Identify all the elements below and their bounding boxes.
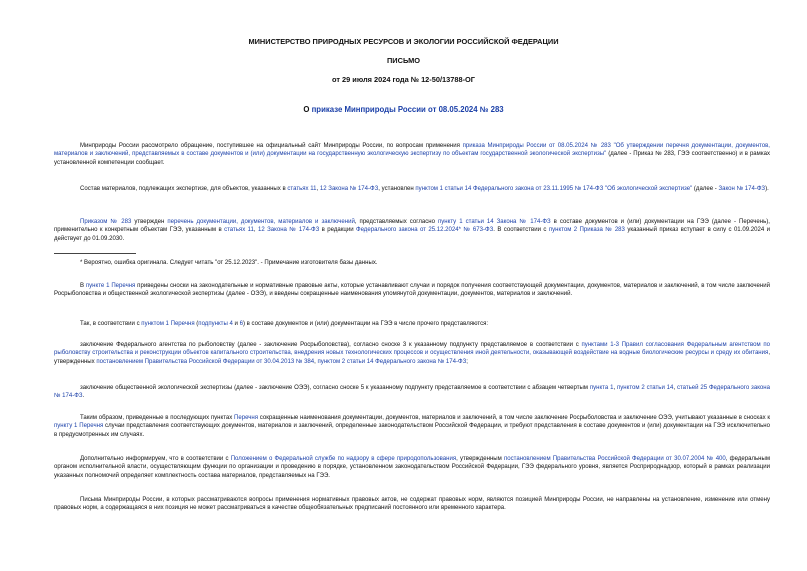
- p6-text-2: , утвержденных: [54, 350, 770, 365]
- paragraph-5: [54, 320, 770, 328]
- paragraph-2: [54, 185, 770, 193]
- p5-text-2: (: [194, 321, 199, 327]
- document-type: ПИСЬМО: [387, 56, 420, 65]
- paragraph-9: [54, 455, 770, 480]
- p9-link-regulation[interactable]: Положением о Федеральной службе по надзору в сфере природопользования: [230, 456, 457, 462]
- p3-text-4: ,: [253, 227, 258, 234]
- p10-text-1: Письма Минприроды России, в которых рассматриваются вопросы применения нормативных правовых актов, не содержат правовых норм, являются позицией Минприроды России, не направлены на установление, изменение или отмену правовых норм, а содержащаяся в них позиция не может рассматриваться в качестве общеобязательных предписаний постоянного или временного характера.: [54, 497, 770, 512]
- p9-link-resolution400[interactable]: постановлением Правительства Российской Федерации от 30.07.2004 № 400: [503, 456, 726, 462]
- p4-link-point1[interactable]: пункте 1 Перечня: [85, 283, 136, 289]
- footnote: * Вероятно, ошибка оригинала. Следует читать "от 25.12.2023". - Примечание изготовителя базы данных.: [80, 260, 378, 266]
- p3-link-list[interactable]: перечень документации, документов, материалов и заключений: [167, 219, 355, 225]
- p6-link-rules[interactable]: пунктами 1-3 Правил согласования Федеральным агентством по рыболовству строительства и реконструкции объектов капитального строительства, внедрения новых технологических процессов и осуществления иной деятельности, оказывающей воздействие на водные биологические ресурсы и среду их обитания: [54, 342, 771, 357]
- p7-text-3: ,: [673, 385, 677, 391]
- p2-link-law[interactable]: Закон № 174-ФЗ: [718, 186, 766, 192]
- footnote-divider: [54, 253, 136, 254]
- p3-link-order[interactable]: Приказом № 283: [80, 219, 132, 225]
- p5-text-3: и: [232, 321, 240, 327]
- p9-text-1: Дополнительно информируем, что в соответствии с: [80, 456, 231, 462]
- p2-link-art14[interactable]: пунктом 1 статьи 14 Федерального закона от 23.11.1995 № 174-ФЗ "Об экологической экспертизе": [415, 186, 693, 192]
- p7-link-art25[interactable]: статьей 25 Федерального закона № 174-ФЗ: [54, 385, 770, 400]
- p2-text-5: ).: [765, 186, 769, 192]
- p3-text-5: в редакции: [319, 227, 356, 234]
- paragraph-7: [54, 384, 770, 401]
- p4-text-2: приведены сноски на законодательные и нормативные правовые акты, которые устанавливают случаи и порядок получения соответствующей документации, документов, материалов и заключений, в том числе заключений Росрыболовства и общественной экологической экспертизы (далее - ОЭЭ), и введены сокращенные наименования упомянутой документации, документов, материалов и заключений.: [54, 283, 770, 298]
- p5-text-1: Так, в соответствии с: [80, 321, 142, 327]
- p7-text-4: .: [82, 393, 85, 400]
- p1-link-order-283[interactable]: приказа Минприроды России от 08.05.2024 № 283 "Об утверждении перечня документации, документов, материалов и заключений, представляемых в составе документов и (или) документации на государственную экологическую экспертизу по объектам государственной экологической экспертизы": [54, 143, 770, 158]
- p8-link-point1[interactable]: пункту 1 Перечня: [54, 423, 104, 430]
- paragraph-10: [54, 496, 770, 513]
- p3-text-6: . В соответствии с: [493, 227, 549, 234]
- p2-link-art11[interactable]: статьях 11: [287, 186, 317, 192]
- paragraph-8: [54, 414, 770, 439]
- p3-text-2: , представляемых согласно: [354, 219, 438, 225]
- p5-link-point1[interactable]: пунктом 1 Перечня: [141, 321, 195, 327]
- ministry-heading: МИНИСТЕРСТВО ПРИРОДНЫХ РЕСУРСОВ И ЭКОЛОГИИ РОССИЙСКОЙ ФЕДЕРАЦИИ: [248, 37, 559, 46]
- p6-text-1: заключение Федерального агентства по рыболовству (далее - заключение Росрыболовства), согласно сноске 3 к указанному подпункту представляемое в соответствии с: [80, 342, 582, 348]
- p8-link-list[interactable]: Перечня: [234, 415, 259, 421]
- p7-text-2: ,: [613, 385, 617, 391]
- p7-text-1: заключение общественной экологической экспертизы (далее - заключение ОЭЭ), согласно сноске 5 к указанному подпункту представляемое в соответствии с абзацем четвертым: [80, 385, 590, 391]
- p3-link-art14[interactable]: пункту 1 статьи 14 Закона № 174-ФЗ: [437, 219, 551, 225]
- p3-text-1: утвержден: [131, 219, 168, 225]
- p7-link-point2[interactable]: пунктом 2 статьи 14: [616, 385, 674, 391]
- p9-text-2: , утвержденным: [456, 456, 504, 462]
- p2-text-4: (далее -: [692, 186, 719, 192]
- p9-text-3: , федеральным органом исполнительной власти, осуществляющим функции по организации и проведению в порядке, установленном законодательством Российской Федерации, ГЭЭ федерального уровня, является Росприроднадзор, который в рамках реализации указанных полномочий определяет комплектность состава материалов, представляемых на ГЭЭ.: [54, 456, 771, 479]
- document-title: [0, 105, 807, 115]
- p2-text-1: Состав материалов, подлежащих экспертизе, для объектов, указанных в: [80, 186, 288, 192]
- p4-text-1: В: [80, 283, 86, 289]
- p2-text-2: ,: [316, 186, 320, 192]
- paragraph-1: [54, 142, 770, 167]
- p8-text-2: сокращенные наименования документации, документов, материалов и заключений, в том числе заключение Росрыболовства и заключение ОЭЭ, учитывают указанные в сносках к: [258, 415, 770, 421]
- p3-link-art11[interactable]: статьях 11: [224, 227, 254, 234]
- p8-text-1: Таким образом, приведенные в последующих пунктах: [80, 415, 235, 421]
- p2-link-law174[interactable]: 12 Закона № 174-ФЗ: [319, 186, 379, 192]
- p1-text-1: Минприроды России рассмотрело обращение, поступившее на официальный сайт Минприроды России, по вопросам применения: [80, 143, 463, 149]
- paragraph-3: [54, 218, 770, 243]
- p8-text-3: случаи представления соответствующих документов, материалов и заключений, определенные законодательством Российской Федерации, и требуют представления в составе документов и (или) документации на ГЭЭ исключительно в предусмотренных им случаях.: [54, 423, 770, 438]
- title-prefix: О: [303, 105, 312, 114]
- paragraph-6: [54, 341, 770, 366]
- p3-link-point2[interactable]: пунктом 2 Приказа № 283: [548, 227, 625, 234]
- document-date-number: от 29 июля 2024 года № 12-50/13788-ОГ: [332, 75, 475, 84]
- p6-text-4: ;: [466, 358, 468, 365]
- p6-text-3: ,: [314, 358, 318, 365]
- p5-text-4: ) в составе документов и (или) документации на ГЭЭ в числе прочего представляются:: [242, 321, 489, 327]
- p7-link-point1[interactable]: пункта 1: [589, 385, 614, 391]
- p1-text-2: (далее - Приказ № 283, ГЭЭ соответственно) и в рамках установленной компетенции сообщает.: [54, 151, 770, 166]
- p2-text-3: , установлен: [378, 186, 416, 192]
- p5-link-sub4[interactable]: подпункты 4: [198, 321, 233, 327]
- p6-link-art14[interactable]: пунктом 2 статьи 14 Федерального закона № 174-ФЗ: [317, 358, 467, 365]
- p6-link-resolution384[interactable]: постановлением Правительства Российской Федерации от 30.04.2013 № 384: [96, 358, 315, 365]
- paragraph-4: [54, 282, 770, 299]
- title-link[interactable]: приказе Минприроды России от 08.05.2024 № 283: [311, 105, 504, 114]
- p3-link-law673[interactable]: Федерального закона от 25.12.2024* № 673-ФЗ: [355, 227, 494, 234]
- p5-link-sub6[interactable]: 6: [239, 321, 243, 327]
- p3-text-3: в составе документов и (или) документации на ГЭЭ (далее - Перечень), применительно к конкретным объектам ГЭЭ, указанным в: [54, 219, 770, 234]
- p3-text-7: указанный приказ вступает в силу с 01.09.2024 и действует до 01.09.2030.: [54, 227, 770, 242]
- p3-link-law174[interactable]: 12 Закона № 174-ФЗ: [257, 227, 320, 234]
